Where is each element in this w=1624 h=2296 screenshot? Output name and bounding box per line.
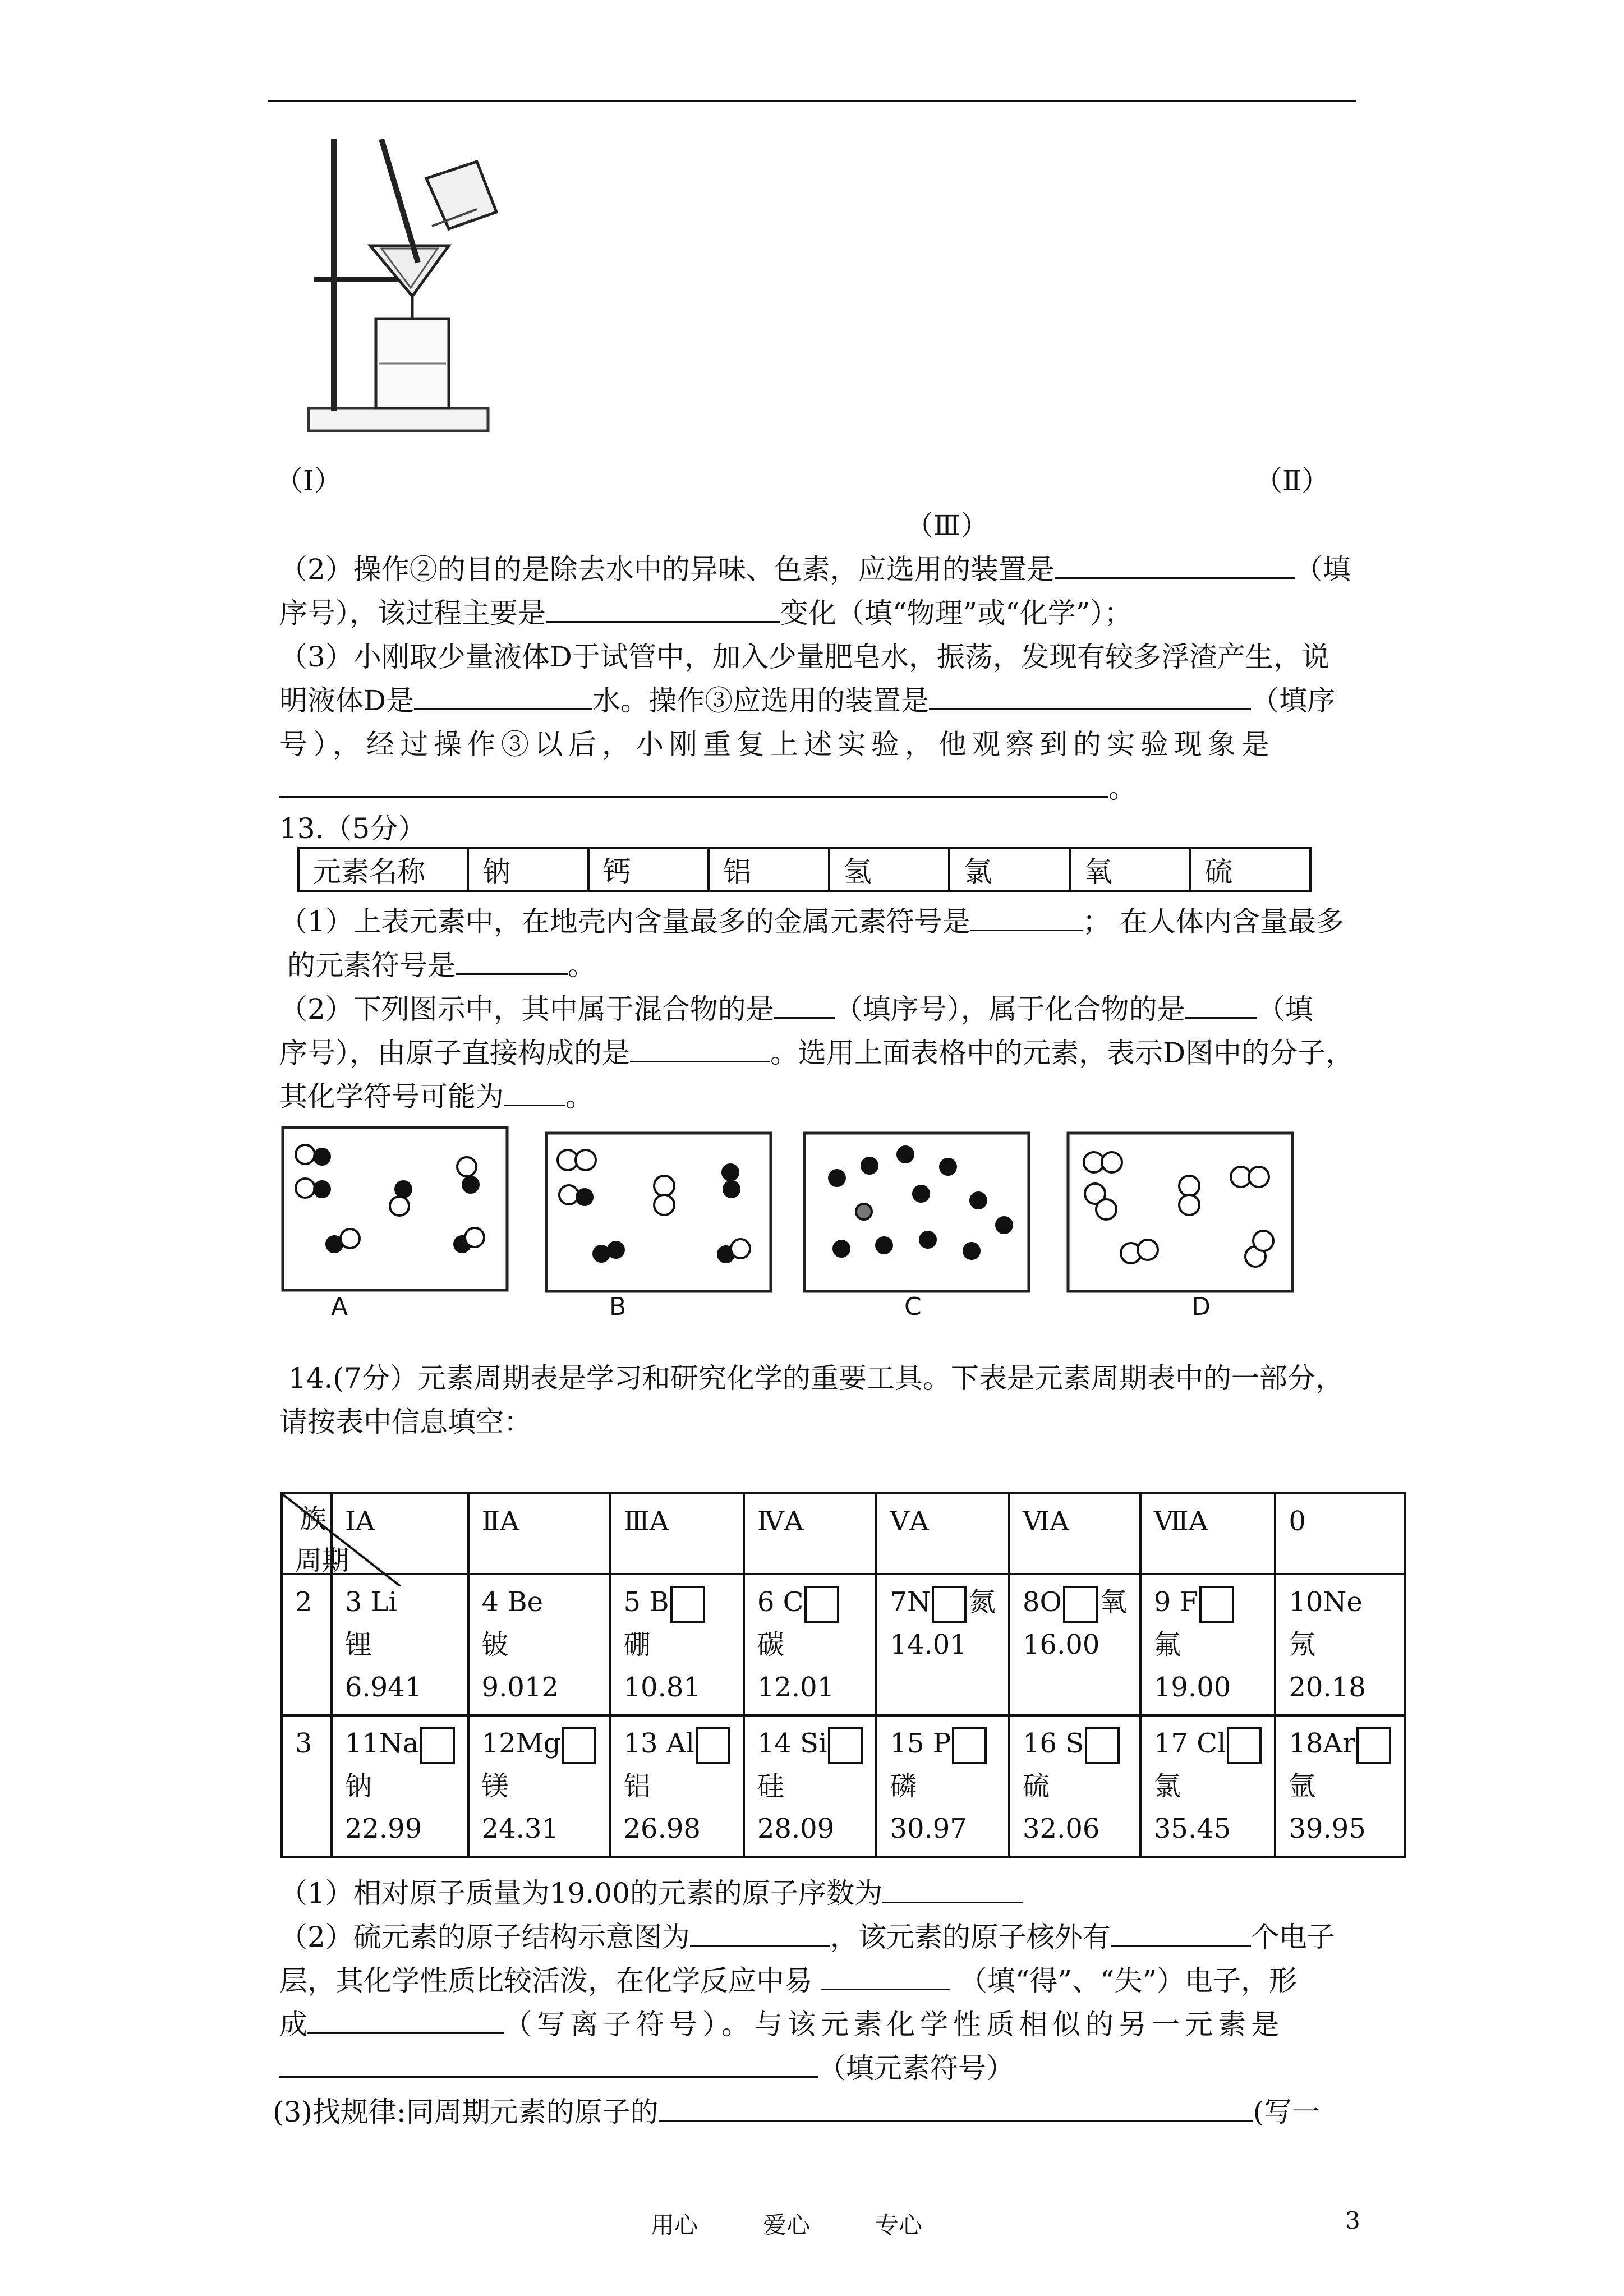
table-cell: 氢: [829, 848, 950, 891]
element-line-1: [482, 1581, 597, 1623]
element-name: 氖: [1289, 1629, 1316, 1660]
q13-title: 13.（5分）: [279, 812, 426, 845]
q14-text: （1）相对原子质量为19.00的元素的原子序数为: [279, 1877, 882, 1910]
element-symbol: 7N: [890, 1586, 931, 1618]
group-header: ⅦA: [1140, 1493, 1275, 1574]
element-line-2: [1154, 1765, 1262, 1807]
element-line-1: [623, 1722, 730, 1765]
q13-text: 。选用上面表格中的元素，表示D图中的分子，: [770, 1037, 1354, 1069]
element-line-1: [345, 1581, 455, 1623]
element-line-2: [1023, 1765, 1127, 1807]
q14-part2-line2: [279, 1959, 1297, 2003]
element-cell: [876, 1715, 1009, 1857]
q14-text: （写离子符号）。与该元素化学性质相似的另一元素是: [504, 2008, 1284, 2041]
group-header: ⅥA: [1009, 1493, 1140, 1574]
element-line-2: [1154, 1623, 1262, 1666]
element-symbol: 17 Cl: [1153, 1728, 1226, 1759]
q13-text: 。: [565, 1080, 594, 1113]
valence-answer-box[interactable]: [696, 1727, 730, 1764]
q13-text: 。: [568, 949, 596, 982]
element-mass: 19.00: [1153, 1672, 1231, 1703]
group-header: ⅢA: [610, 1493, 743, 1574]
element-symbol: 16 S: [1022, 1728, 1084, 1759]
element-line-2: [1289, 1765, 1391, 1807]
q12-part3-line1: （3）小刚取少量液体D于试管中，加入少量肥皂水，振荡，发现有较多浮渣产生，说: [279, 641, 1329, 673]
q14-text: （2）硫元素的原子结构示意图为: [279, 1921, 690, 1953]
periodic-table: [280, 1492, 1406, 1858]
element-symbol: 15 P: [890, 1728, 951, 1759]
valence-answer-box[interactable]: [420, 1727, 455, 1764]
q12-part3-line4: [279, 766, 1137, 810]
q14-part2-line3: [279, 2003, 1284, 2046]
answer-blank[interactable]: [774, 992, 835, 1019]
answer-blank[interactable]: [690, 1921, 830, 1947]
q12-part2-line2: [279, 591, 1132, 635]
element-name: 硼: [623, 1629, 651, 1660]
group-header: ⅡA: [468, 1493, 610, 1574]
element-cell: [744, 1574, 877, 1715]
q13-text: 其化学符号可能为: [279, 1080, 504, 1113]
q13-text: ； 在人体内含量最多: [1082, 905, 1344, 938]
answer-blank[interactable]: [456, 949, 568, 975]
element-symbol: 13 Al: [623, 1728, 694, 1759]
apparatus-label-1: （Ⅰ）: [275, 464, 342, 497]
valence-answer-box[interactable]: [1199, 1586, 1234, 1623]
q13-part2-line2: [279, 1031, 1354, 1075]
answer-blank[interactable]: [307, 2008, 504, 2034]
element-mass: 30.97: [890, 1813, 967, 1844]
element-name: 硫: [1022, 1770, 1050, 1802]
element-cell: [1275, 1574, 1405, 1715]
group-header: ⅤA: [876, 1493, 1009, 1574]
filtration-apparatus-figure: [292, 128, 527, 453]
table-cell: 元素名称: [298, 848, 468, 891]
q12-text: 变化（填“物理”或“化学”）；: [780, 597, 1133, 629]
element-symbol: 11Na: [344, 1728, 419, 1759]
element-line-1: [1154, 1581, 1262, 1623]
q14-part2-line1: [279, 1915, 1335, 1959]
element-mass: 32.06: [1022, 1813, 1100, 1844]
q14-text: 个电子: [1250, 1921, 1335, 1953]
element-mass: 9.012: [481, 1672, 559, 1703]
element-cell: [1009, 1715, 1140, 1857]
q12-part3-line2: [279, 679, 1335, 723]
answer-blank[interactable]: [1111, 1921, 1251, 1947]
q13-part2-line3: [279, 1075, 594, 1119]
element-mass: 12.01: [757, 1672, 835, 1703]
corner-cell: [282, 1493, 349, 1576]
q12-text: 明液体D是: [279, 684, 415, 717]
element-line-1: [345, 1722, 455, 1765]
q12-part2-line1: [279, 547, 1351, 591]
element-cell: [1009, 1574, 1140, 1715]
element-line-2: [757, 1623, 863, 1666]
valence-answer-box[interactable]: [1063, 1586, 1098, 1623]
element-line-2: [623, 1623, 730, 1666]
element-name: 氩: [1289, 1770, 1316, 1802]
element-cell: [332, 1574, 468, 1715]
answer-blank[interactable]: [279, 2051, 818, 2078]
table-cell: 氯: [949, 848, 1070, 891]
diagram-label-b: B: [609, 1292, 627, 1321]
answer-blank[interactable]: [659, 2096, 1253, 2122]
element-mass: 24.31: [481, 1813, 559, 1844]
q14-text: （填“得”、“失”）电子，形: [959, 1964, 1298, 1997]
element-name: 氯: [1153, 1770, 1181, 1802]
element-name: 铍: [481, 1629, 509, 1660]
element-mass: 35.45: [1153, 1813, 1231, 1844]
element-mass: 28.09: [757, 1813, 835, 1844]
element-symbol: 8O: [1022, 1586, 1062, 1618]
element-cell: [610, 1574, 743, 1715]
element-name: 锂: [344, 1629, 372, 1660]
element-symbol: 14 Si: [757, 1728, 827, 1759]
table-cell: 钠: [468, 848, 588, 891]
element-name: 硅: [757, 1770, 784, 1802]
valence-answer-box[interactable]: [1356, 1727, 1391, 1764]
valence-answer-box[interactable]: [828, 1727, 863, 1764]
answer-blank[interactable]: [546, 596, 780, 623]
apparatus-label-2: （Ⅱ）: [1254, 464, 1329, 497]
table-row-period-2: [282, 1574, 1405, 1715]
element-line-2: [345, 1765, 455, 1807]
q13-text: 序号），由原子直接构成的是: [279, 1037, 630, 1069]
element-line-1: [482, 1722, 597, 1765]
q14-text: 层，其化学性质比较活泼，在化学反应中易: [279, 1964, 812, 1997]
element-mass: 22.99: [344, 1813, 422, 1844]
element-name: 铝: [623, 1770, 651, 1802]
q14-part3: [273, 2090, 1320, 2134]
element-line-2: [482, 1765, 597, 1807]
valence-answer-box[interactable]: [1227, 1727, 1262, 1764]
valence-answer-box[interactable]: [670, 1586, 705, 1623]
q13-text: （填序号），属于化合物的是: [834, 993, 1185, 1025]
valence-answer-box[interactable]: [932, 1586, 967, 1623]
element-cell: [1140, 1715, 1275, 1857]
answer-blank[interactable]: [1185, 992, 1257, 1019]
element-cell: [610, 1715, 743, 1857]
element-name: 氮: [968, 1586, 996, 1618]
q14-text: (3)找规律:同周期元素的原子的: [273, 2096, 659, 2128]
element-symbol: 12Mg: [481, 1728, 561, 1759]
period-number: 2: [282, 1574, 332, 1715]
element-symbol: 10Ne: [1289, 1586, 1363, 1618]
element-name: 碳: [757, 1629, 784, 1660]
table-cell: 硫: [1190, 848, 1310, 891]
answer-blank[interactable]: [414, 684, 592, 710]
element-mass: 20.18: [1289, 1672, 1366, 1703]
element-mass: 14.01: [890, 1629, 967, 1660]
element-mass: 26.98: [623, 1813, 701, 1844]
element-cell: [468, 1574, 610, 1715]
element-cell: [332, 1715, 468, 1857]
element-line-1: [1289, 1581, 1391, 1623]
valence-answer-box[interactable]: [1085, 1727, 1120, 1764]
element-symbol: 18Ar: [1289, 1728, 1355, 1759]
element-line-1: [890, 1581, 996, 1623]
element-line-1: [1023, 1722, 1127, 1765]
element-line-2: [1289, 1623, 1391, 1666]
q14-text: ，该元素的原子核外有: [830, 1921, 1111, 1953]
q13-part1-line2: [287, 944, 596, 987]
group-header: ⅠA: [332, 1493, 468, 1574]
q13-text: 的元素符号是: [287, 949, 456, 982]
answer-blank[interactable]: [882, 1877, 1023, 1903]
q13-text: （2）下列图示中，其中属于混合物的是: [279, 993, 774, 1025]
q12-text: 序号），该过程主要是: [279, 597, 546, 629]
q12-text: （2）操作②的目的是除去水中的异味、色素，应选用的装置是: [279, 553, 1055, 586]
element-name: 镁: [481, 1770, 509, 1802]
q13-part1-line1: [279, 900, 1344, 944]
q13-part2-line1: [279, 987, 1313, 1031]
answer-blank[interactable]: [970, 905, 1083, 931]
element-line-2: [482, 1623, 597, 1666]
answer-blank[interactable]: [279, 771, 1108, 798]
q14-part1: [279, 1871, 1023, 1915]
q13-text: （填: [1257, 993, 1313, 1025]
element-mass: 6.941: [344, 1672, 422, 1703]
element-line-2: [757, 1765, 863, 1807]
particle-diagrams: [277, 1122, 1304, 1335]
element-symbol: 5 B: [623, 1586, 669, 1618]
element-symbol: 6 C: [757, 1586, 804, 1618]
table-cell: 钙: [588, 848, 709, 891]
q14-part2-line4: [279, 2046, 1014, 2090]
diagram-label-c: C: [904, 1292, 922, 1321]
footer-word: 用心: [651, 2211, 698, 2239]
q14-text: (写一: [1253, 2096, 1321, 2128]
element-cell: [876, 1574, 1009, 1715]
q12-text: （填: [1294, 553, 1351, 586]
answer-blank[interactable]: [630, 1036, 770, 1062]
footer-word: 爱心: [763, 2211, 811, 2239]
element-line-1: [1154, 1722, 1262, 1765]
element-mass: 16.00: [1022, 1629, 1100, 1660]
valence-answer-box[interactable]: [804, 1586, 839, 1623]
group-header: 0: [1275, 1493, 1405, 1574]
element-line-1: [890, 1722, 996, 1765]
q12-part3-line3: 号），经过操作③以后，小刚重复上述实验，他观察到的实验现象是: [279, 728, 1275, 761]
element-line-2: [623, 1765, 730, 1807]
q12-text: 。: [1108, 772, 1137, 804]
diagram-label-a: A: [331, 1292, 348, 1321]
element-cell: [1140, 1574, 1275, 1715]
header-rule: [268, 100, 1356, 102]
q12-text: （填序: [1251, 684, 1336, 717]
element-cell: [468, 1715, 610, 1857]
element-mass: 39.95: [1289, 1813, 1366, 1844]
element-name: 氧: [1099, 1586, 1127, 1618]
element-line-1: [623, 1581, 730, 1623]
element-name: 钠: [344, 1770, 372, 1802]
q14-text: （填元素符号）: [818, 2052, 1014, 2085]
page-number: 3: [1345, 2207, 1360, 2234]
element-names-table: [297, 847, 1312, 892]
element-symbol: 4 Be: [481, 1586, 544, 1618]
element-symbol: 3 Li: [344, 1586, 397, 1618]
element-line-2: [345, 1623, 455, 1666]
table-cell: 氧: [1070, 848, 1190, 891]
element-line-1: [757, 1581, 863, 1623]
q14-text: 成: [279, 2008, 307, 2041]
period-number: 3: [282, 1715, 332, 1857]
diagram-box-c: [804, 1133, 1029, 1291]
corner-label-period: 周期: [295, 1545, 349, 1576]
answer-blank[interactable]: [821, 1964, 950, 1990]
element-line-1: [1023, 1581, 1127, 1623]
answer-blank[interactable]: [929, 684, 1251, 710]
footer-word: 专心: [875, 2211, 923, 2239]
element-name: 氟: [1153, 1629, 1181, 1660]
answer-blank[interactable]: [1055, 553, 1295, 579]
group-header: ⅣA: [744, 1493, 877, 1574]
table-cell: 铝: [709, 848, 829, 891]
q14-intro-line2: 请按表中信息填空：: [279, 1406, 532, 1438]
element-cell: [744, 1715, 877, 1857]
q14-intro-line1: 14.(7分）元素周期表是学习和研究化学的重要工具。下表是元素周期表中的一部分，: [288, 1362, 1344, 1395]
diagram-label-d: D: [1191, 1292, 1211, 1321]
answer-blank[interactable]: [504, 1080, 565, 1106]
element-line-1: [1289, 1722, 1391, 1765]
q13-text: （1）上表元素中，在地壳内含量最多的金属元素符号是: [279, 905, 970, 938]
valence-answer-box[interactable]: [952, 1727, 987, 1764]
apparatus-label-3: （Ⅲ）: [905, 509, 989, 542]
element-symbol: 9 F: [1153, 1586, 1198, 1618]
element-name: 磷: [890, 1770, 917, 1802]
q12-text: 水。操作③应选用的装置是: [592, 684, 930, 717]
element-line-2: [890, 1765, 996, 1807]
element-line-1: [757, 1722, 863, 1765]
element-mass: 10.81: [623, 1672, 701, 1703]
table-row-period-3: [282, 1715, 1405, 1857]
element-cell: [1275, 1715, 1405, 1857]
corner-label-group: 族: [300, 1503, 327, 1535]
table-header-row: [282, 1493, 1405, 1574]
valence-answer-box[interactable]: [562, 1727, 596, 1764]
